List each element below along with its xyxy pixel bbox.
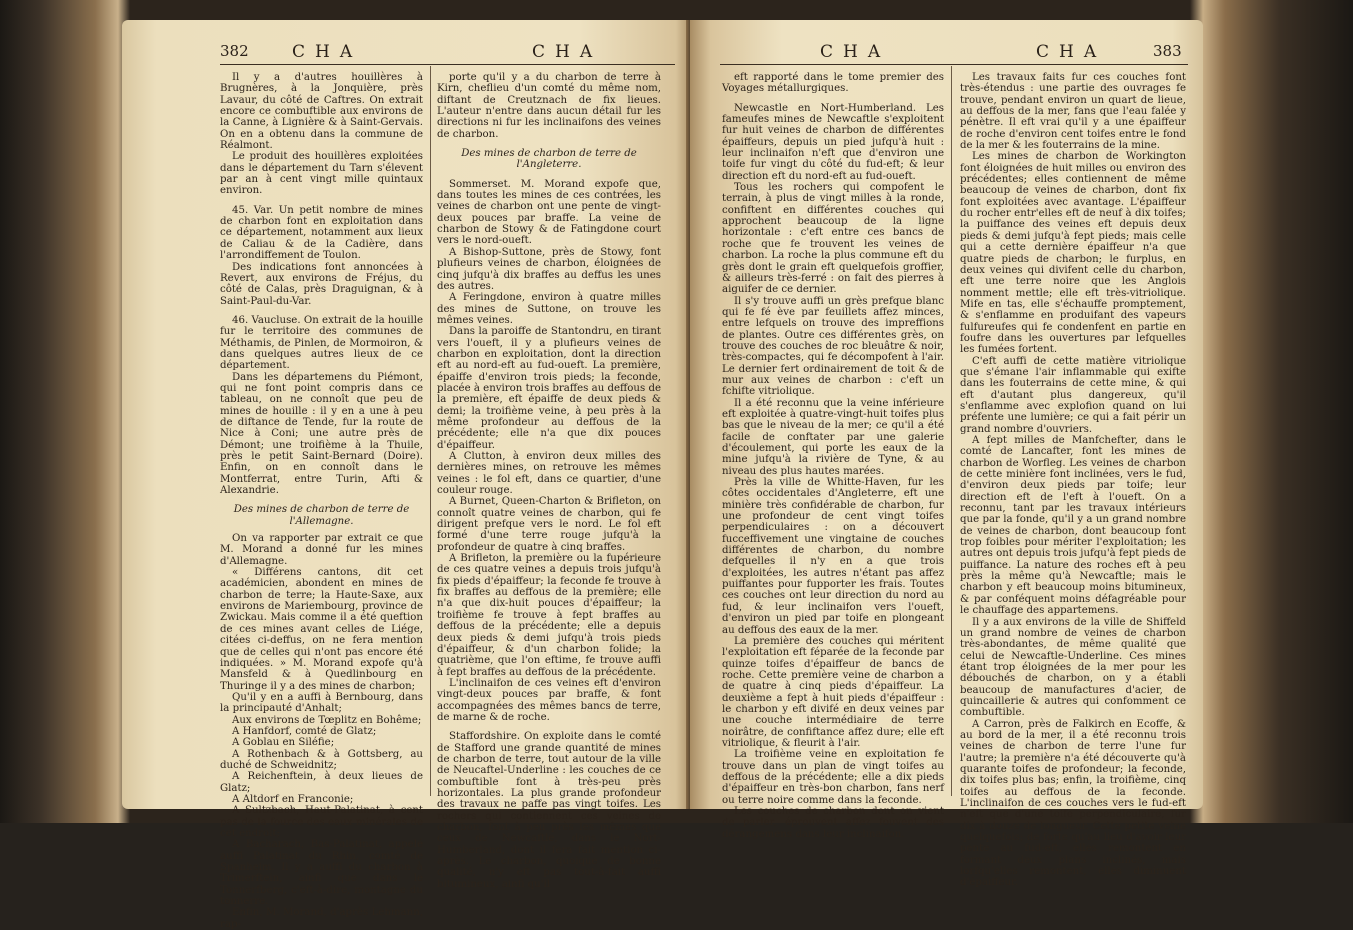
paragraph: Aux environs de Tœplitz en Bohême; (232, 714, 422, 726)
right-column-1 (722, 72, 944, 840)
paragraph: Des mines de charbon de terre de l'Angleterre. (461, 148, 637, 171)
page-number-right: 383 (1153, 42, 1182, 60)
paragraph: Des mines de charbon de terre de l'Allemagne. (233, 504, 410, 527)
running-head-left-b: CHA (532, 42, 603, 62)
paragraph: A Altdorf en Franconie; (232, 793, 354, 805)
paragraph: A Reichenftein, à deux lieues de Glatz; (220, 771, 423, 794)
paragraph: Les travaux faits fur ces couches font très-étendus : une partie des ouvrages fe trouve, pendant environ un quart de lieue, au deffous de la mer, fans que l'eau falée y pénètre. Il eft vrai qu'il y a une épaiffeur de roche d'environ cent toifes entre le fond de la mer & les fouterrains de la mine. (960, 72, 1186, 152)
paragraph: Des indications font annoncées à Revert, aux environs de Fréjus, du côté de Calas, près Draguignan, & à Saint-Paul-du-Var. (220, 261, 423, 307)
paragraph: Les mines de charbon de Workington font éloignées de huit milles ou environ des précédentes; elles contiennent de même beaucoup de veines de charbon, dont fix font exploitées avec avantage. L'épaiffeur du rocher entr'elles eft de neuf à dix toifes; la puiffance des veines eft depuis deux pieds & demi jufqu'à fept pieds; mais celle qui a cette dernière épaiffeur n'a que quatre pieds de charbon; le furplus, en deux veines qui divifent celle du charbon, eft une terre noire que les Anglois nomment mettle; elle eft très-vitriolique. Mife en tas, elle s'échauffe promptement, & s'enflamme en produifant des vapeurs fulfureufes qui fe condenfent en partie en foufre dans les ouvertures par lefquelles les fumées fortent. (960, 151, 1186, 356)
paragraph: On va rapporter par extrait ce que M. Morand a donné fur les mines d'Allemagne. (220, 533, 423, 567)
paragraph: A Sultzbach, Haut-Palatinat, à cent pas de la fource des eaux minérales de cet endroit; (220, 805, 423, 839)
paragraph: Staffordshire. On exploite dans le comté de Stafford une grande quantité de mines de charbon de terre, tout autour de la ville de Neucaftel-Underline : les couches de ce combuftible font à très-peu près horizontales. La plus grande profondeur des travaux ne paffe pas vingt toifes. Les rochers qui contiennent ces veines de charbon, font à peu près les mêmes que ceux de Newcaftle, dans le Nort-Humberland, dont il fera fait mention ci-après. Le charbon, quoique de bonne qualité, n'y eft pas tout-à-fait auffi bitumineux, ainfi qu'il (437, 731, 661, 890)
paragraph: Newcastle en Nort-Humberland. Les fameufes mines de Newcaftle s'exploitent fur huit veines de charbon de différentes épaiffeurs, depuis un pied jufqu'à huit : leur inclinaifon n'eft que d'environ une toife fur vingt du côté du fud-eft; & leur direction eft du nord-eft au fud-oueft. (722, 102, 944, 182)
paragraph: A Clutton, à environ deux milles des dernières mines, on retrouve les mêmes veines : le fol eft, dans ce quartier, d'une couleur rouge. (437, 451, 661, 497)
right-page (690, 20, 1203, 889)
paragraph: « Différens cantons, dit cet académicien, abondent en mines de charbon de terre; la Haute-Saxe, aux environs de Mariembourg, province de Zwickau. Mais comme il a été queftion de ces mines avant celles de Liége, citées ci-deffus, on ne fera mention que de celles qui n'ont pas encore été indiquées. » M. Morand expofe qu'à Mansfeld & à Quedlinbourg en Thuringe il y a des mines de charbon; (220, 567, 423, 692)
paragraph: A fept milles de Manfchefter, dans le comté de Lancafter, font les mines de charbon de Worfleg. Les veines de charbon de cette minière font inclinées, vers le fud, d'environ deux pieds par toife; leur direction eft de l'eft à l'oueft. On a reconnu, tant par les travaux intérieurs que par la fonde, qu'il y a un grand nombre de veines de charbon, dont beaucoup font trop foibles pour mériter l'exploitation; les autres ont depuis trois jufqu'à fept pieds de puiffance. La nature des roches eft à peu près la même qu'à Newcaftle; mais le charbon y eft beaucoup moins bitumineux, & par conféquent moins défagréable pour le chauffage des appartemens. (960, 435, 1186, 617)
paragraph: Qu'il y en a auffi à Bernbourg, dans la principauté d'Anhalt; (220, 691, 423, 715)
paragraph: Tous les rochers qui compofent le terrain, à plus de vingt milles à la ronde, confiftent en différentes couches qui approchent beaucoup de la ligne horizontale : c'eft entre ces bancs de roche que fe trouvent les veines de charbon. La roche la plus commune eft du grès dont le grain eft quelquefois groffier, & ailleurs très-ferré : on fait des pierres à aiguifer de ce dernier. (722, 182, 944, 296)
running-head-left-a: CHA (292, 42, 363, 62)
right-column-2 (960, 72, 1186, 889)
paragraph: A Carron, près de Falkirch en Ecoffe, & au bord de la mer, il a été reconnu trois veines de charbon de terre l'une fur l'autre; la première n'a été découverte qu'à quarante toifes de profondeur; la feconde, dix toifes plus bas; enfin, la troifième, cinq toifes au deffous de la feconde. L'inclinaifon de ces couches vers le fud-eft n'eft que d'une toife perpendiculaire, fur dix à douze de longueur. Cette petite veine quelquefois; de forte qu'au lieu d'avoir leur pente au fud-eft, elles remontent en formant deux plans inclinés, mais lorfqu'elles remontent, elles diminuent d'épaiffeur. (960, 718, 1186, 889)
paragraph: A Burnet, Queen-Charton & Brifleton, on connoît quatre veines de charbon, qui fe dirigent prefque vers le nord. Le fol eft formé d'une terre rouge jufqu'à la profondeur de quatre à cinq braffes. (437, 496, 661, 553)
paragraph: A Bishop-Suttone, près de Stowy, font plufieurs veines de charbon, éloignées de cinq jufqu'à dix braffes au deffus les unes des autres. (437, 246, 661, 292)
paragraph: La troifième veine en exploitation fe trouve dans un plan de vingt toifes au deffous de la précédente; elle a dix pieds d'épaiffeur en très-bon charbon, fans nerf ou terre noire comme dans la feconde. (722, 749, 944, 806)
column-divider-left (430, 66, 431, 796)
paragraph: A Hanfdorf, comté de Glatz; (232, 725, 377, 737)
paragraph: porte qu'il y a du charbon de terre à Kirn, cheflieu d'un comté du même nom, diftant de Creutznach de fix lieues. L'auteur n'entre dans aucun détail fur les directions ni fur les inclinaifons des veines de charbon. (437, 72, 661, 140)
left-column-2 (437, 72, 661, 890)
paragraph: 46. Vaucluse. On extrait de la houille fur le territoire des communes de Méthamis, de Pinlen, de Mormoiron, & dans quelques autres lieux de ce département. (220, 314, 423, 372)
paragraph: Dans les départemens du Piémont, qui ne font point compris dans ce tableau, on ne connoît que peu de mines de houille : il y en a une à peu de diftance de Tende, fur la route de Nice à Coni; une autre près de Démont; une troifième à la Thuile, près le petit Saint-Bernard (Doire). Enfin, on en connoît dans le Montferrat, entre Turin, Afti & Alexandrie. (220, 371, 423, 497)
header-rule-left (220, 64, 675, 65)
paragraph: 45. Var. Un petit nombre de mines de charbon font en exploitation dans ce département, notamment aux lieux de Caliau & de la Cadière, dans l'arrondiffement de Toulon. (220, 204, 423, 262)
paragraph: eft rapporté dans le tome premier des Voyages métallurgiques. (722, 72, 944, 95)
page-number-left: 382 (220, 42, 249, 60)
paragraph: C'eft auffi de cette matière vitriolique que s'émane l'air inflammable qui exifte dans les fouterrains de cette mine, & qui eft d'autant plus dangereux, qu'il s'enflamme avec explofion quand on lui préfente une lumière; ce qui a fait périr un grand nombre d'ouvriers. (960, 355, 1186, 435)
paragraph: A Rothenbach & à Gottsberg, au duché de Schweidnitz; (220, 748, 423, 771)
running-head-right-a: CHA (820, 42, 891, 62)
paragraph: Dans la paroiffe de Stantondru, en tirant vers l'oueft, il y a plufieurs veines de charbon en exploitation, dont la direction eft au nord-eft au fud-oueft. La première, épaiffe d'environ trois pieds; la feconde, placée à environ trois braffes au deffous de la première, eft épaiffe de deux pieds & demi; la troifième veine, à peu près à la même profondeur au deffous de la précédente; elle n'a que dix pouces d'épaiffeur. (437, 326, 661, 451)
paragraph: L'inclinaifon de ces veines eft d'environ vingt-deux pouces par braffe, & font accompagnées des mêmes bancs de terre, de marne & de roche. (437, 677, 661, 723)
paragraph: La première des couches qui méritent l'exploitation eft féparée de la feconde par quinze toifes d'épaiffeur de bancs de roche. Cette première veine de charbon a de quatre à cinq pieds d'épaiffeur. La deuxième a fept à huit pieds d'épaiffeur : le charbon y eft divifé en deux veines par une couche intermédiaire de terre noirâtre, de confiftance affez dure; elle eft vitriolique, & fleurit à l'air. (722, 635, 944, 749)
left-page (122, 20, 693, 930)
paragraph: Il a été reconnu que la veine inférieure eft exploitée à quatre-vingt-huit toifes plus bas que le niveau de la mer; ce qu'il a été facile de conftater par une galerie d'écoulement, qui porte les eaux de la mine jufqu'à la rivière de Tyne, & au niveau des plus hautes marées. (722, 397, 944, 477)
paragraph: Il y a aux environs de la ville de Shiffeld un grand nombre de veines de charbon très-abondantes, de même qualité que celui de Newcaftle-Underline. Ces mines étant trop éloignées de la mer pour les débouchés de charbon, on y a établi beaucoup de manufactures d'acier, de quincaillerie & autres qui confomment ce combuftible. (960, 616, 1186, 719)
left-column-1 (220, 72, 423, 930)
paragraph: Sommerset. M. Morand expofe que, dans toutes les mines de ces contrées, les veines de charbon ont une pente de vingt-deux pouces par braffe. La veine de charbon de Stowy & de Fatingdone court vers le nord-oueft. (437, 178, 661, 247)
column-divider-right (951, 66, 952, 796)
paragraph: Enfin, M. Morand, d'après Lehmann, rap- (220, 907, 423, 930)
header-rule-right (720, 64, 1188, 65)
paragraph: A Brifleton, la première ou la fupérieure de ces quatre veines a depuis trois jufqu'à fix pieds d'épaiffeur; la feconde fe trouve à fix braffes au deffous de la première; elle n'a que dix-huit pouces d'épaiffeur; la troifième fe trouve à fept braffes au deffous de la précédente; elle a depuis deux pieds & demi jufqu'à trois pieds d'épaiffeur, & d'un charbon folide; la quatrième, que l'on eftime, fe trouve auffi à fept braffes au deffous de la précédente. (437, 553, 661, 678)
paragraph: Il s'y trouve auffi un grès prefque blanc qui fe fé ève par feuillets affez minces, entre lefquels on trouve des impreffions de plantes. Outre ces différentes grès, on trouve des couches de roc bleuâtre & noir, très-compactes, qui fe décompofent à l'air. Le dernier fert ordinairement de toit & de mur aux veines de charbon : c'eft un fchifte vitriolique. (722, 295, 944, 398)
paragraph: A Bacharach, Bas-Palatinat, appelé auffi Palatinat du Rhin, comté de Spanheim. Il y a auffi du charbon à Trimerftein, ainfi que dans le Tonnerfberg, c'eft-à-dire, montagne du tonnerre. (220, 839, 423, 908)
paragraph: A Goblau en Siléfie; (232, 737, 335, 749)
paragraph: A Feringdone, environ à quatre milles des mines de Suttone, on trouve les mêmes veines. (437, 292, 661, 326)
paragraph: Le produit des houillères exploitées dans le département du Tarn s'élevent par an à cent vingt mille quintaux environ. (220, 151, 423, 197)
running-head-right-b: CHA (1036, 42, 1107, 62)
paragraph: Près la ville de Whitte-Haven, fur les côtes occidentales d'Angleterre, eft une minière très confidérable de charbon, fur une profondeur de cent vingt toifes perpendiculaires : on a découvert fucceffivement une vingtaine de couches différentes de charbon, du nombre defquelles il n'y en a que trois d'exploitées, les autres n'étant pas affez puiffantes pour fupporter les frais. Toutes ces couches ont leur direction du nord au fud, & leur inclinaifon vers l'oueft, d'environ un pied par toife en plongeant au deffous des eaux de la mer. (722, 477, 944, 636)
paragraph: Les couches de charbon dont on vient de parler, éprouvent affez fouvent des dérangemens dans leur inclinaifon. (722, 806, 944, 840)
paragraph: Il y a d'autres houillères à Brugnères, à la Jonquière, près Lavaur, du côté de Caftres. On extrait encore ce combuftible aux environs de la Canne, à Lignière & à Saint-Gervais. On en a obtenu dans la commune de Réalmont. (220, 72, 423, 152)
